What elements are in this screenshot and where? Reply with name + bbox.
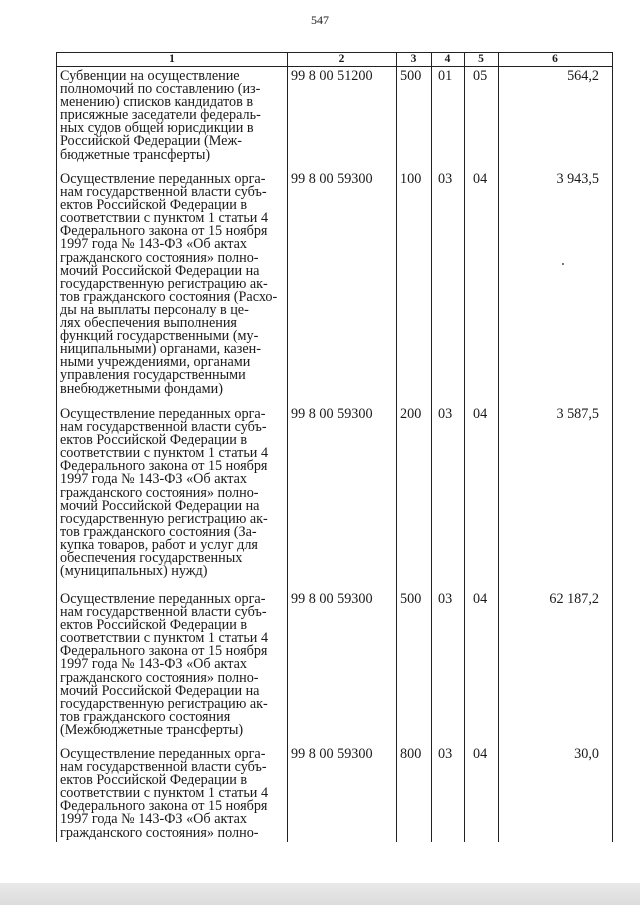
- amount: 30,0: [574, 746, 599, 762]
- row-description: [60, 408, 286, 578]
- description-line: Федерального закона от 15 ноября: [60, 223, 268, 240]
- description-line: бюджетные трансферты): [60, 146, 211, 163]
- description-line: Осуществление переданных орга-: [60, 746, 266, 762]
- description-line: купка товаров, работ и услуг для: [60, 536, 258, 553]
- description-line: (муниципальных) нужд): [60, 563, 208, 580]
- subsection-code: 04: [473, 406, 488, 422]
- description-line: нам государственной власти субъ-: [60, 604, 267, 621]
- row-description: [60, 70, 286, 162]
- description-line: ектов Российской Федерации в: [60, 772, 248, 789]
- row-description: [60, 593, 286, 737]
- description-line: внебюджетными фондами): [60, 380, 223, 397]
- description-line: государственную регистрацию ак-: [60, 510, 268, 527]
- target-code: 99 8 00 59300: [291, 406, 373, 422]
- scan-edge: [0, 883, 640, 905]
- description-line: соответствии с пунктом 1 статьи 4: [60, 445, 269, 462]
- description-line: присяжные заседатели федераль-: [60, 107, 261, 124]
- description-line: соответствии с пунктом 1 статьи 4: [60, 630, 269, 647]
- subsection-code: 05: [473, 68, 488, 84]
- description-line: Федерального закона от 15 ноября: [60, 798, 268, 815]
- description-line: ектов Российской Федерации в: [60, 197, 248, 214]
- expense-type: 100: [400, 171, 422, 187]
- description-line: соответствии с пунктом 1 статьи 4: [60, 785, 269, 802]
- description-line: управления государственными: [60, 367, 246, 384]
- description-line: лях обеспечения выполнения: [60, 315, 237, 332]
- row-description: [60, 748, 286, 840]
- header-col-2: 2: [338, 53, 345, 65]
- description-line: 1997 года № 143-ФЗ «Об актах: [60, 236, 247, 253]
- section-code: 03: [438, 746, 453, 762]
- description-line: Федерального закона от 15 ноября: [60, 458, 268, 475]
- description-line: ных судов общей юрисдикции в: [60, 120, 254, 137]
- expense-type: 800: [400, 746, 422, 762]
- description-line: обеспечения государственных: [60, 550, 243, 567]
- description-line: тов гражданского состояния (Расхо-: [60, 288, 278, 305]
- section-code: 03: [438, 171, 453, 187]
- table-header: [57, 52, 612, 67]
- description-line: Осуществление переданных орга-: [60, 406, 266, 422]
- expense-type: 500: [400, 591, 422, 607]
- column-divider: [396, 52, 397, 842]
- description-line: Осуществление переданных орга-: [60, 171, 266, 187]
- description-line: Российской Федерации (Меж-: [60, 133, 242, 150]
- description-line: ными учреждениями, органами: [60, 354, 251, 371]
- description-line: ды на выплаты персоналу в це-: [60, 301, 249, 318]
- description-line: Федерального закона от 15 ноября: [60, 643, 268, 660]
- budget-table: [56, 52, 613, 842]
- target-code: 99 8 00 59300: [291, 591, 373, 607]
- description-line: гражданского состояния» полно-: [60, 824, 259, 841]
- subsection-code: 04: [473, 591, 488, 607]
- description-line: тов гражданского состояния (За-: [60, 523, 257, 540]
- subsection-code: 04: [473, 171, 488, 187]
- description-line: соответствии с пунктом 1 статьи 4: [60, 210, 269, 227]
- target-code: 99 8 00 59300: [291, 171, 373, 187]
- header-col-4: 4: [444, 53, 451, 65]
- section-code: 03: [438, 406, 453, 422]
- expense-type: 500: [400, 68, 422, 84]
- page-number: 547: [311, 13, 329, 27]
- description-line: гражданского состояния» полно-: [60, 669, 259, 686]
- header-col-5: 5: [478, 53, 484, 65]
- header-col-3: 3: [410, 53, 417, 65]
- section-code: 01: [438, 68, 453, 84]
- description-line: ниципальными) органами, казен-: [60, 341, 261, 358]
- description-line: мочий Российской Федерации на: [60, 262, 260, 279]
- row-description: [60, 173, 286, 396]
- description-line: гражданского состояния» полно-: [60, 484, 259, 501]
- target-code: 99 8 00 51200: [291, 68, 373, 84]
- description-line: 1997 года № 143-ФЗ «Об актах: [60, 656, 247, 673]
- description-line: государственную регистрацию ак-: [60, 275, 268, 292]
- amount: 3 587,5: [556, 406, 599, 422]
- description-line: 1997 года № 143-ФЗ «Об актах: [60, 471, 247, 488]
- description-line: 1997 года № 143-ФЗ «Об актах: [60, 811, 247, 828]
- description-line: государственную регистрацию ак-: [60, 695, 268, 712]
- scan-speck: [562, 263, 564, 265]
- description-line: (Межбюджетные трансферты): [60, 721, 244, 738]
- column-divider: [287, 52, 288, 842]
- amount: 3 943,5: [556, 171, 599, 187]
- description-line: мочий Российской Федерации на: [60, 497, 260, 514]
- description-line: функций государственными (му-: [60, 328, 259, 345]
- amount: 564,2: [567, 68, 599, 84]
- subsection-code: 04: [473, 746, 488, 762]
- description-line: ектов Российской Федерации в: [60, 617, 248, 634]
- description-line: Субвенции на осуществление: [60, 68, 240, 84]
- header-col-6: 6: [552, 53, 558, 65]
- description-line: Осуществление переданных орга-: [60, 591, 266, 607]
- column-divider: [431, 52, 432, 842]
- description-line: мочий Российской Федерации на: [60, 682, 260, 699]
- description-line: ектов Российской Федерации в: [60, 432, 248, 449]
- target-code: 99 8 00 59300: [291, 746, 373, 762]
- description-line: тов гражданского состояния: [60, 708, 231, 725]
- description-line: полномочий по составлению (из-: [60, 81, 261, 98]
- description-line: нам государственной власти субъ-: [60, 759, 267, 776]
- amount: 62 187,2: [549, 591, 599, 607]
- column-divider: [464, 52, 465, 842]
- expense-type: 200: [400, 406, 422, 422]
- description-line: нам государственной власти субъ-: [60, 419, 267, 436]
- description-line: нам государственной власти субъ-: [60, 184, 267, 201]
- description-line: менению) списков кандидатов в: [60, 94, 254, 111]
- column-divider: [498, 52, 499, 842]
- header-col-1: 1: [169, 53, 175, 65]
- section-code: 03: [438, 591, 453, 607]
- description-line: гражданского состояния» полно-: [60, 249, 259, 266]
